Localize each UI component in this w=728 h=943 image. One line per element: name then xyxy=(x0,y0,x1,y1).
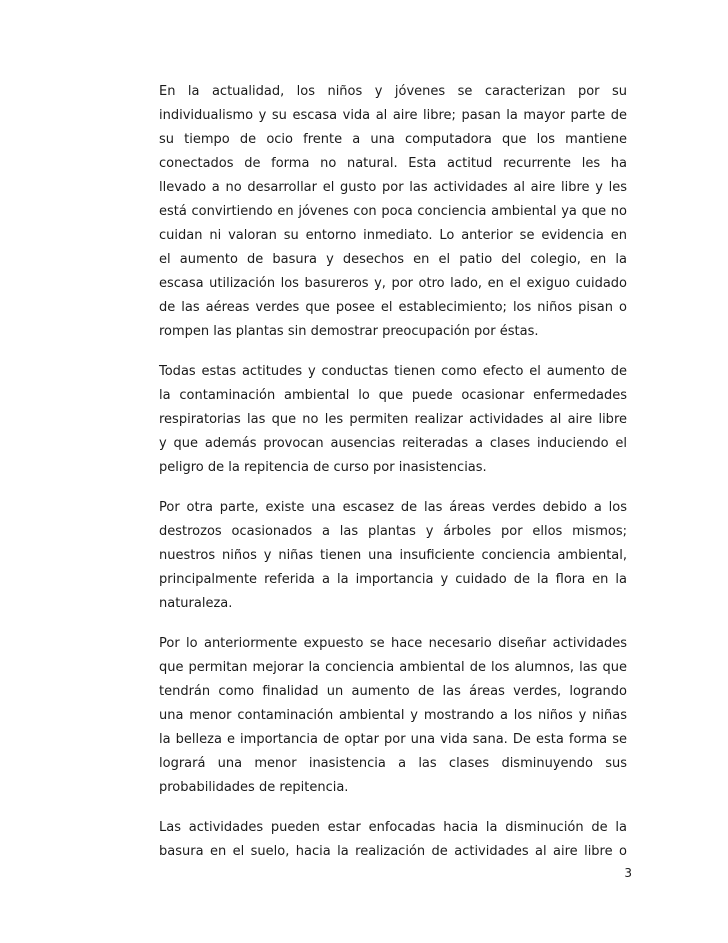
text-line: peligro de la repitencia de curso por inasistencias. xyxy=(159,460,487,475)
text-line: Todas estas actitudes y conductas tienen como efecto el aumento de xyxy=(159,364,627,379)
text-line: el aumento de basura y desechos en el patio del colegio, en la xyxy=(159,252,627,267)
text-line: logrará una menor inasistencia a las clases disminuyendo sus xyxy=(159,756,627,771)
text-line: de las aéreas verdes que posee el establecimiento; los niños pisan o xyxy=(159,300,627,315)
text-line: llevado a no desarrollar el gusto por las actividades al aire libre y les xyxy=(159,180,627,195)
text-line: respiratorias las que no les permiten realizar actividades al aire libre xyxy=(159,412,627,427)
text-line: conectados de forma no natural. Esta actitud recurrente les ha xyxy=(159,156,627,171)
body-text xyxy=(159,80,627,880)
text-line: Por lo anteriormente expuesto se hace necesario diseñar actividades xyxy=(159,636,627,651)
text-line: está convirtiendo en jóvenes con poca conciencia ambiental ya que no xyxy=(159,204,627,219)
text-line: una menor contaminación ambiental y mostrando a los niños y niñas xyxy=(159,708,627,723)
text-line: basura en el suelo, hacia la realización de actividades al aire libre o xyxy=(159,844,627,859)
text-line: En la actualidad, los niños y jóvenes se caracterizan por su xyxy=(159,84,627,99)
paragraph xyxy=(159,632,627,800)
text-line: y que además provocan ausencias reiteradas a clases induciendo el xyxy=(159,436,627,451)
paragraph xyxy=(159,360,627,480)
text-line: su tiempo de ocio frente a una computadora que los mantiene xyxy=(159,132,627,147)
text-line: Por otra parte, existe una escasez de las áreas verdes debido a los xyxy=(159,500,627,515)
paragraph xyxy=(159,80,627,344)
text-line: rompen las plantas sin demostrar preocupación por éstas. xyxy=(159,324,539,339)
text-line: nuestros niños y niñas tienen una insuficiente conciencia ambiental, xyxy=(159,548,627,563)
text-line: tendrán como finalidad un aumento de las áreas verdes, logrando xyxy=(159,684,627,699)
text-line: principalmente referida a la importancia y cuidado de la flora en la xyxy=(159,572,627,587)
text-line: naturaleza. xyxy=(159,596,233,611)
text-line: individualismo y su escasa vida al aire libre; pasan la mayor parte de xyxy=(159,108,627,123)
text-line: cuidan ni valoran su entorno inmediato. Lo anterior se evidencia en xyxy=(159,228,627,243)
page-number: 3 xyxy=(624,866,632,880)
text-line: probabilidades de repitencia. xyxy=(159,780,349,795)
text-line: la contaminación ambiental lo que puede ocasionar enfermedades xyxy=(159,388,627,403)
text-line: Las actividades pueden estar enfocadas hacia la disminución de la xyxy=(159,820,627,835)
paragraph xyxy=(159,816,627,864)
text-line: la belleza e importancia de optar por una vida sana. De esta forma se xyxy=(159,732,627,747)
paragraph xyxy=(159,496,627,616)
text-line: que permitan mejorar la conciencia ambiental de los alumnos, las que xyxy=(159,660,627,675)
text-line: destrozos ocasionados a las plantas y árboles por ellos mismos; xyxy=(159,524,627,539)
text-line: escasa utilización los basureros y, por otro lado, en el exiguo cuidado xyxy=(159,276,627,291)
